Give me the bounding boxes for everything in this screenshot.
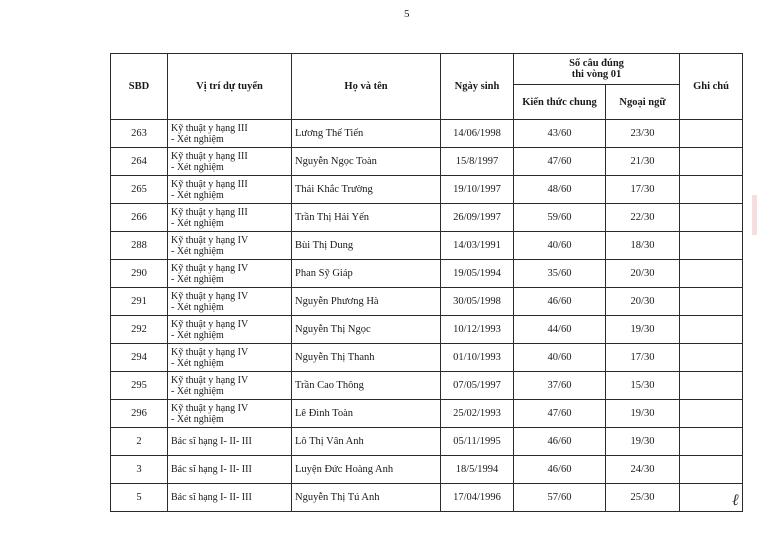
cell-foreign-language: 19/30 xyxy=(606,400,680,428)
cell-foreign-language: 18/30 xyxy=(606,232,680,260)
cell-position xyxy=(168,232,292,260)
cell-dob: 18/5/1994 xyxy=(441,456,514,484)
header-score-group-line1: Số câu đúng xyxy=(569,58,624,69)
cell-dob: 14/03/1991 xyxy=(441,232,514,260)
cell-sbd: 292 xyxy=(111,316,168,344)
table-row xyxy=(111,204,743,232)
header-score-group-line2: thi vòng 01 xyxy=(571,69,622,80)
cell-name: Thái Khắc Trường xyxy=(292,176,441,204)
cell-general-knowledge: 46/60 xyxy=(514,428,606,456)
position-line2: - Xét nghiệm xyxy=(171,245,224,257)
table-row xyxy=(111,400,743,428)
cell-general-knowledge: 40/60 xyxy=(514,232,606,260)
cell-note xyxy=(680,344,743,372)
cell-note xyxy=(680,204,743,232)
position-line1: Kỹ thuật y hạng IV xyxy=(171,262,249,274)
cell-foreign-language: 17/30 xyxy=(606,344,680,372)
cell-general-knowledge: 46/60 xyxy=(514,288,606,316)
cell-sbd: 295 xyxy=(111,372,168,400)
position-line2: - Xét nghiệm xyxy=(171,161,224,173)
position-line1: Kỹ thuật y hạng IV xyxy=(171,346,249,358)
position-line1: Kỹ thuật y hạng IV xyxy=(171,318,249,330)
position-line1: Kỹ thuật y hạng III xyxy=(171,206,248,218)
cell-sbd: 296 xyxy=(111,400,168,428)
cell-foreign-language: 20/30 xyxy=(606,288,680,316)
cell-foreign-language: 21/30 xyxy=(606,148,680,176)
cell-note xyxy=(680,148,743,176)
cell-sbd: 265 xyxy=(111,176,168,204)
cell-position xyxy=(168,288,292,316)
position-line2: - Xét nghiệm xyxy=(171,329,224,341)
table-row xyxy=(111,344,743,372)
cell-position xyxy=(168,344,292,372)
position-line1: Kỹ thuật y hạng III xyxy=(171,178,248,190)
position-line2: - Xét nghiệm xyxy=(171,189,224,201)
header-foreign-language: Ngoại ngữ xyxy=(606,85,680,120)
cell-name: Nguyễn Thị Ngọc xyxy=(292,316,441,344)
cell-dob: 10/12/1993 xyxy=(441,316,514,344)
table-row xyxy=(111,176,743,204)
cell-name: Bùi Thị Dung xyxy=(292,232,441,260)
cell-position xyxy=(168,400,292,428)
cell-dob: 17/04/1996 xyxy=(441,484,514,512)
header-dob: Ngày sinh xyxy=(441,54,514,120)
position-line2: - Xét nghiệm xyxy=(171,133,224,145)
position-line2: - Xét nghiệm xyxy=(171,273,224,285)
cell-name: Lê Đình Toàn xyxy=(292,400,441,428)
position-line2: - Xét nghiệm xyxy=(171,413,224,425)
cell-dob: 14/06/1998 xyxy=(441,120,514,148)
cell-sbd: 290 xyxy=(111,260,168,288)
cell-note xyxy=(680,288,743,316)
cell-note xyxy=(680,372,743,400)
cell-foreign-language: 15/30 xyxy=(606,372,680,400)
cell-note xyxy=(680,232,743,260)
cell-dob: 19/05/1994 xyxy=(441,260,514,288)
cell-position xyxy=(168,428,292,456)
cell-general-knowledge: 37/60 xyxy=(514,372,606,400)
cell-foreign-language: 20/30 xyxy=(606,260,680,288)
cell-position xyxy=(168,456,292,484)
cell-general-knowledge: 43/60 xyxy=(514,120,606,148)
position-line1: Kỹ thuật y hạng IV xyxy=(171,290,249,302)
cell-note xyxy=(680,456,743,484)
cell-general-knowledge: 46/60 xyxy=(514,456,606,484)
cell-general-knowledge: 47/60 xyxy=(514,400,606,428)
cell-foreign-language: 24/30 xyxy=(606,456,680,484)
cell-name: Nguyễn Thị Thanh xyxy=(292,344,441,372)
table-row xyxy=(111,288,743,316)
header-position: Vị trí dự tuyển xyxy=(168,54,292,120)
cell-name: Nguyễn Ngọc Toàn xyxy=(292,148,441,176)
cell-name: Lương Thế Tiến xyxy=(292,120,441,148)
cell-general-knowledge: 48/60 xyxy=(514,176,606,204)
cell-sbd: 263 xyxy=(111,120,168,148)
position-line2: - Xét nghiệm xyxy=(171,357,224,369)
cell-note xyxy=(680,428,743,456)
header-name: Họ và tên xyxy=(292,54,441,120)
cell-position xyxy=(168,176,292,204)
cell-note xyxy=(680,176,743,204)
position-line1: Bác sĩ hạng I- II- III xyxy=(171,492,252,503)
results-table xyxy=(110,53,743,512)
table-row xyxy=(111,372,743,400)
cell-general-knowledge: 40/60 xyxy=(514,344,606,372)
cell-dob: 26/09/1997 xyxy=(441,204,514,232)
cell-foreign-language: 19/30 xyxy=(606,316,680,344)
cell-dob: 30/05/1998 xyxy=(441,288,514,316)
cell-name: Phan Sỹ Giáp xyxy=(292,260,441,288)
cell-sbd: 294 xyxy=(111,344,168,372)
header-score-group xyxy=(514,54,680,85)
cell-sbd: 264 xyxy=(111,148,168,176)
table-row xyxy=(111,260,743,288)
cell-name: Lô Thị Vân Anh xyxy=(292,428,441,456)
cell-foreign-language: 17/30 xyxy=(606,176,680,204)
cell-sbd: 5 xyxy=(111,484,168,512)
cell-position xyxy=(168,120,292,148)
cell-note xyxy=(680,400,743,428)
table-row xyxy=(111,484,743,512)
cell-name: Luyện Đức Hoàng Anh xyxy=(292,456,441,484)
cell-general-knowledge: 44/60 xyxy=(514,316,606,344)
position-line1: Kỹ thuật y hạng III xyxy=(171,122,248,134)
cell-general-knowledge: 35/60 xyxy=(514,260,606,288)
cell-sbd: 288 xyxy=(111,232,168,260)
initials-signature: ℓ xyxy=(732,492,739,509)
cell-dob: 19/10/1997 xyxy=(441,176,514,204)
cell-name: Trần Cao Thông xyxy=(292,372,441,400)
scan-edge-mark xyxy=(752,195,757,235)
cell-note xyxy=(680,260,743,288)
table-row xyxy=(111,316,743,344)
cell-note xyxy=(680,120,743,148)
cell-position xyxy=(168,316,292,344)
position-line1: Kỹ thuật y hạng IV xyxy=(171,234,249,246)
cell-dob: 25/02/1993 xyxy=(441,400,514,428)
cell-foreign-language: 23/30 xyxy=(606,120,680,148)
header-sbd: SBD xyxy=(111,54,168,120)
cell-foreign-language: 25/30 xyxy=(606,484,680,512)
cell-position xyxy=(168,484,292,512)
cell-sbd: 3 xyxy=(111,456,168,484)
position-line2: - Xét nghiệm xyxy=(171,301,224,313)
header-notes: Ghi chú xyxy=(680,54,743,120)
position-line1: Bác sĩ hạng I- II- III xyxy=(171,464,252,475)
cell-dob: 01/10/1993 xyxy=(441,344,514,372)
table-row xyxy=(111,148,743,176)
cell-foreign-language: 19/30 xyxy=(606,428,680,456)
cell-dob: 15/8/1997 xyxy=(441,148,514,176)
table-row xyxy=(111,456,743,484)
cell-position xyxy=(168,204,292,232)
cell-name: Nguyễn Thị Tú Anh xyxy=(292,484,441,512)
cell-general-knowledge: 47/60 xyxy=(514,148,606,176)
cell-note xyxy=(680,316,743,344)
cell-dob: 07/05/1997 xyxy=(441,372,514,400)
position-line2: - Xét nghiệm xyxy=(171,385,224,397)
cell-general-knowledge: 59/60 xyxy=(514,204,606,232)
cell-sbd: 291 xyxy=(111,288,168,316)
cell-foreign-language: 22/30 xyxy=(606,204,680,232)
cell-position xyxy=(168,372,292,400)
table-row xyxy=(111,120,743,148)
position-line2: - Xét nghiệm xyxy=(171,217,224,229)
header-general-knowledge: Kiến thức chung xyxy=(514,85,606,120)
position-line1: Kỹ thuật y hạng IV xyxy=(171,402,249,414)
cell-dob: 05/11/1995 xyxy=(441,428,514,456)
cell-name: Nguyễn Phương Hà xyxy=(292,288,441,316)
position-line1: Kỹ thuật y hạng III xyxy=(171,150,248,162)
cell-position xyxy=(168,260,292,288)
table-row xyxy=(111,232,743,260)
position-line1: Kỹ thuật y hạng IV xyxy=(171,374,249,386)
position-line1: Bác sĩ hạng I- II- III xyxy=(171,436,252,447)
cell-sbd: 266 xyxy=(111,204,168,232)
cell-name: Trần Thị Hải Yến xyxy=(292,204,441,232)
cell-sbd: 2 xyxy=(111,428,168,456)
cell-general-knowledge: 57/60 xyxy=(514,484,606,512)
page-number: 5 xyxy=(404,8,410,20)
table-row xyxy=(111,428,743,456)
cell-position xyxy=(168,148,292,176)
